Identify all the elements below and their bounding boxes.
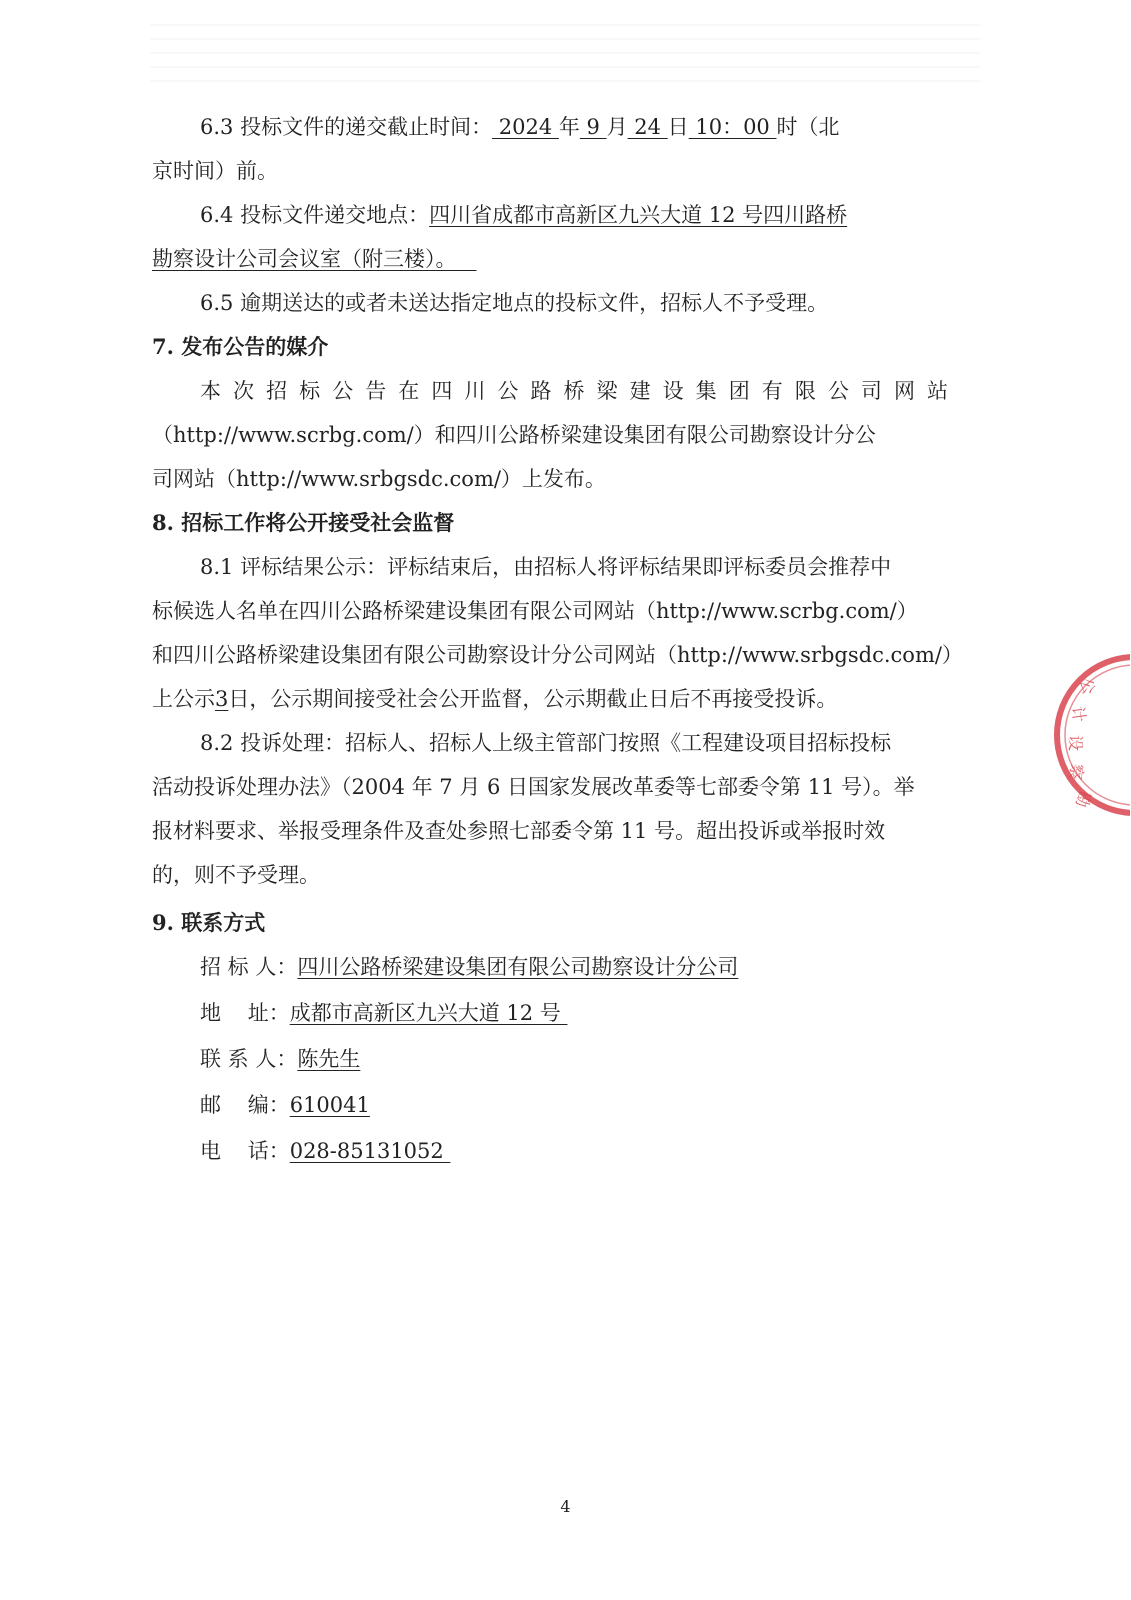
contact-label: 地 址：: [200, 1001, 290, 1025]
para-8-2-line-4: 的，则不予受理。: [152, 863, 320, 887]
day-unit: 日: [667, 115, 689, 139]
para-6-3: [200, 112, 839, 142]
para-7-line-2: （http://www.scrbg.com/）和四川公路桥梁建设集团有限公司勘察设计分公: [152, 423, 876, 447]
contact-value: 610041: [289, 1093, 370, 1117]
submission-address-1: 四川省成都市高新区九兴大道 12 号四川路桥: [429, 203, 848, 227]
para-7-line-1: 本次招标公告在四川公路桥梁建设集团有限公司网站: [200, 379, 948, 403]
para-6-3-cont: 京时间）前。: [152, 159, 278, 183]
contact-label: 电 话：: [200, 1139, 290, 1163]
para-6-4-cont: [152, 244, 477, 274]
svg-text:公: 公: [1076, 676, 1099, 697]
company-seal-icon: [1050, 645, 1130, 825]
deadline-time: 10：00: [688, 115, 777, 139]
contact-label: 联 系 人：: [200, 1047, 298, 1071]
para-7-line-3: 司网站（http://www.srbgsdc.com/）上发布。: [152, 467, 606, 491]
contact-bidder: [200, 952, 738, 982]
para-6-4: [200, 200, 847, 230]
heading-8: 8. 招标工作将公开接受社会监督: [152, 510, 455, 535]
contact-value: 028-85131052: [289, 1139, 451, 1163]
contact-value: 成都市高新区九兴大道 12 号: [289, 1001, 568, 1025]
contact-value: 四川公路桥梁建设集团有限公司勘察设计分公司: [297, 955, 739, 979]
contact-phone: [200, 1136, 450, 1166]
heading-7: 7. 发布公告的媒介: [152, 334, 329, 359]
contact-person: [200, 1044, 360, 1074]
contact-value: 陈先生: [297, 1047, 361, 1071]
heading-9: 9. 联系方式: [152, 910, 266, 935]
para-8-2-line-3: 报材料要求、举报受理条件及查处参照七部委令第 11 号。超出投诉或举报时效: [152, 819, 886, 843]
svg-text:设: 设: [1066, 735, 1085, 752]
month-unit: 月: [606, 115, 628, 139]
para-6-5: 6.5 逾期送达的或者未送达指定地点的投标文件，招标人不予受理。: [200, 291, 829, 315]
para-8-1-line-2: 标候选人名单在四川公路桥梁建设集团有限公司网站（http://www.scrbg.com/）: [152, 599, 918, 623]
svg-text:勘: 勘: [1071, 788, 1095, 810]
para-8-2-line-1: 8.2 投诉处理：招标人、招标人上级主管部门按照《工程建设项目招标投标: [200, 731, 892, 755]
p81-line4-b: 日，公示期间接受社会公开监督，公示期截止日后不再接受投诉。: [228, 687, 838, 711]
svg-text:察: 察: [1065, 762, 1087, 781]
svg-text:计: 计: [1068, 704, 1090, 724]
deadline-month: 9: [579, 115, 607, 139]
page-number: 4: [560, 1497, 571, 1516]
para-8-1-line-4: [152, 684, 837, 714]
contact-address: [200, 998, 567, 1028]
contact-label: 邮 编：: [200, 1093, 290, 1117]
time-unit: 时（北: [776, 115, 840, 139]
contact-label: 招 标 人：: [200, 955, 298, 979]
scan-artifact: [150, 18, 980, 82]
para-8-1-line-3: 和四川公路桥梁建设集团有限公司勘察设计分公司网站（http://www.srbgsdc.com/）: [152, 643, 963, 667]
submission-address-2: 勘察设计公司会议室（附三楼）。: [152, 247, 457, 271]
deadline-day: 24: [627, 115, 668, 139]
p81-line4-a: 上公示: [152, 687, 215, 711]
p63-prefix: 6.3 投标文件的递交截止时间：: [200, 115, 493, 139]
contact-postcode: [200, 1090, 370, 1120]
deadline-year: 2024: [492, 115, 559, 139]
para-8-2-line-2: 活动投诉处理办法》（2004 年 7 月 6 日国家发展改革委等七部委令第 11 号）。举: [152, 775, 915, 799]
year-unit: 年: [558, 115, 580, 139]
p64-prefix: 6.4 投标文件递交地点：: [200, 203, 430, 227]
para-8-1-line-1: 8.1 评标结果公示：评标结束后，由招标人将评标结果即评标委员会推荐中: [200, 555, 892, 579]
publicity-days: 3: [215, 687, 229, 711]
